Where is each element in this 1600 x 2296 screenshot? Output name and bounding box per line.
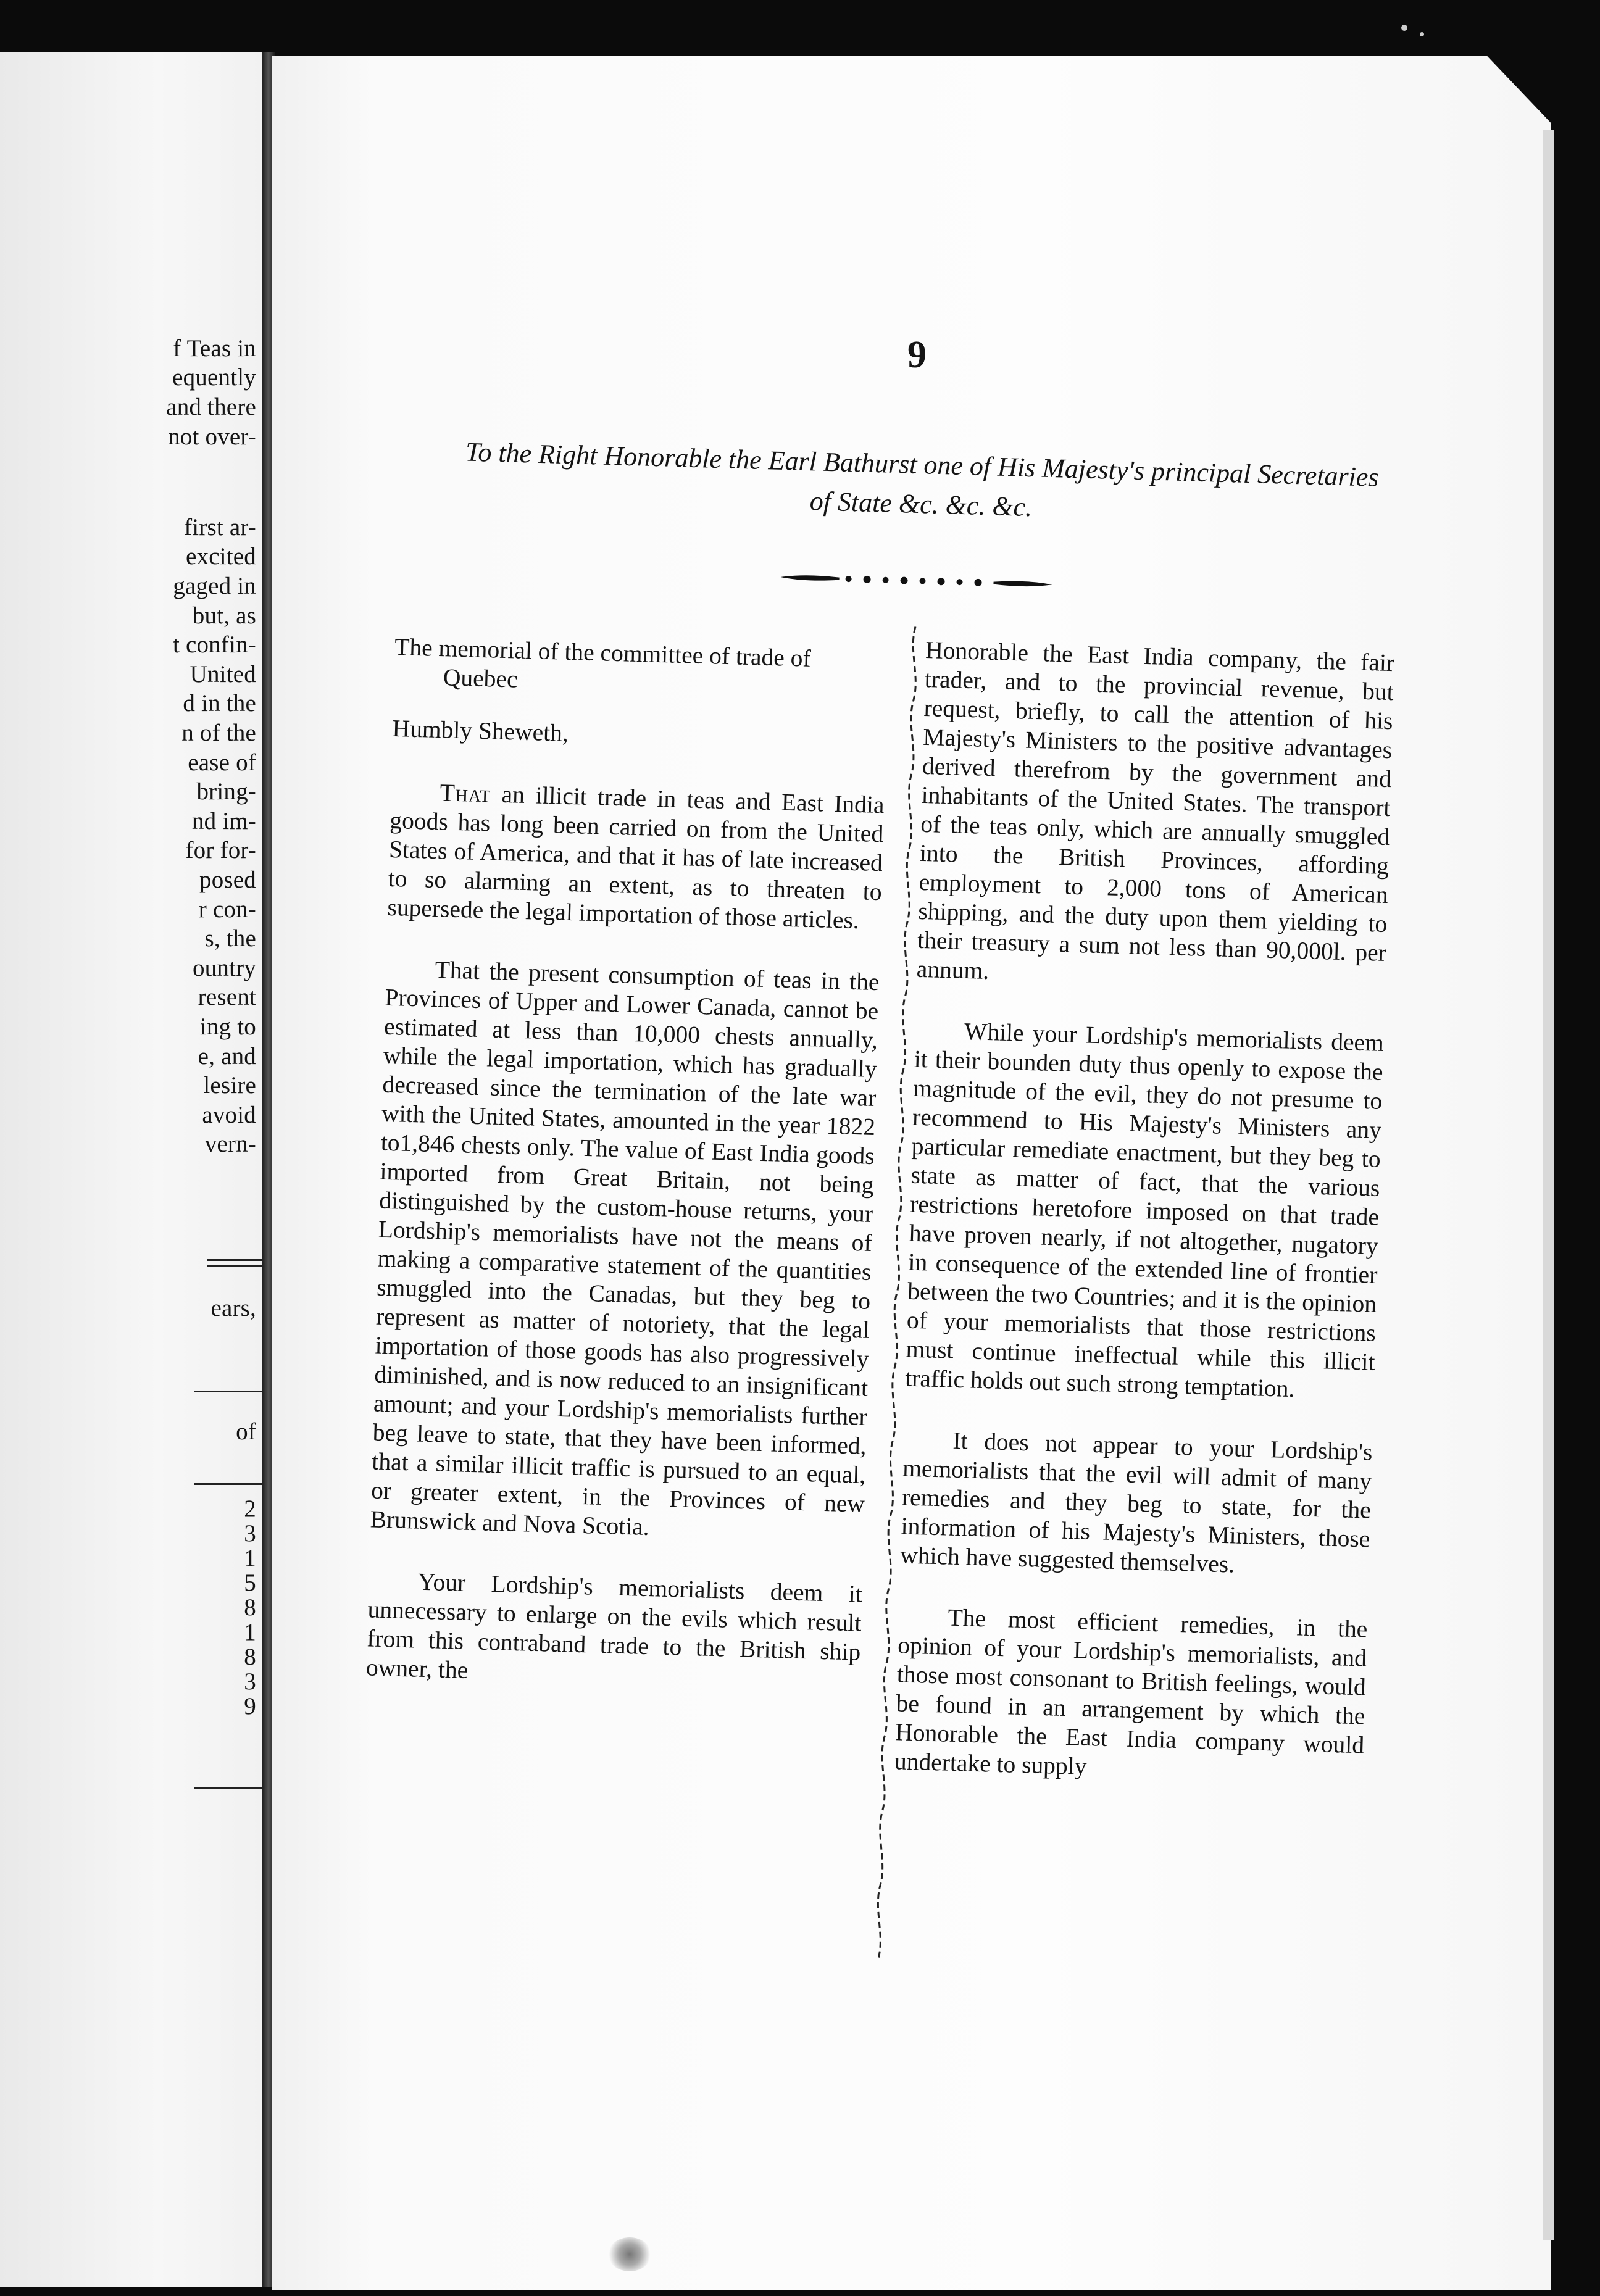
left-page-rule <box>207 1265 262 1267</box>
left-page-text-line: ing to <box>199 1013 256 1040</box>
left-page-rule <box>194 1787 262 1789</box>
left-page-text-line: ountry <box>192 955 256 981</box>
paragraph: While your Lordship's memorialists deem it their bounden duty thus openly to expose the magnitude of the evil, they do not presume to recommend to His Majesty's Ministers any particular remediate enactment, but they beg to state as matter of fact, that the various restrictions heretofore imposed on that trade have proven nearly, if not altogether, nugatory in consequence of the extended line of frontier between the two Countries; and it is the opinion of your memorialists that those restrictions must continue ineffectual while this illicit traffic holds out such strong temptation. <box>904 1017 1385 1403</box>
left-page-text-line: 8 <box>244 1644 256 1670</box>
left-page-text-line: nd im- <box>191 808 256 834</box>
page-edge <box>1543 130 1554 2240</box>
left-page-text-line: ears, <box>210 1295 256 1321</box>
left-page-text-line: bring- <box>196 778 256 805</box>
paragraph: Your Lordship's memorialists deem it unnecessary to enlarge on the evils which result from this contraband trade to the British ship owner, the <box>365 1568 863 1684</box>
paragraph: That the present consumption of teas in the Provinces of Upper and Lower Canada, cannot be estimated at less than 10,000 chests annually, while the legal importation, which has gradually decreased since the termination of the late war with the United States, amounted in the year 1822 to1,846 chests only. The value of East India goods imported from Great Britain, not being distinguished by the custom-house returns, your Lordship's memorialists have not the means of making a comparative statement of the quantities smuggled into the Canadas, but they beg to represent as matter of notoriety, that the legal importation of those goods has also progressively diminished, and is now reduced to an insignificant amount; and your Lordship's memorialists further beg leave to state, that they have been informed, that a similar illicit traffic is pursued to an equal, or greater extent, in the Provinces of new Brunswick and Nova Scotia. <box>370 956 880 1541</box>
left-page-text-line: d in the <box>183 690 256 717</box>
left-page-text-line: United <box>190 661 256 688</box>
left-page-text-line: 1 <box>244 1619 256 1645</box>
left-page-text-line: excited <box>185 543 256 570</box>
left-column <box>366 633 889 1696</box>
left-page-text-line: f Teas in <box>173 335 256 362</box>
left-page-text-line: 2 <box>244 1495 256 1522</box>
right-column <box>894 636 1394 1789</box>
left-page-rule <box>207 1259 262 1261</box>
left-page-text-line: of <box>236 1418 256 1445</box>
left-page-text-line: 3 <box>244 1520 256 1547</box>
salutation: Humbly Sheweth, <box>392 714 569 747</box>
paragraph: It does not appear to your Lordship's memorialists that the evil will admit of many remedies and they beg to state, for the information of his Majesty's Ministers, those which have suggested themselves. <box>899 1426 1373 1578</box>
left-page-text-line: 5 <box>244 1570 256 1596</box>
ink-smudge <box>608 2237 651 2271</box>
left-page-text-line: vern- <box>204 1131 256 1157</box>
film-mark <box>1420 32 1424 36</box>
left-page-text-line: e, and <box>198 1043 256 1070</box>
left-page-text-line: 9 <box>244 1693 256 1720</box>
film-mark <box>1401 25 1407 31</box>
left-page-text-line: 3 <box>244 1668 256 1695</box>
left-page-text-line: not over- <box>168 423 256 450</box>
left-page-text-line: posed <box>199 867 256 893</box>
left-page-text-line: ease of <box>188 749 256 776</box>
paragraph <box>387 777 885 936</box>
left-page-text-line: but, as <box>192 602 256 629</box>
paragraph-text: an illicit trade in teas and East India goods has long been carried on from the United States of America, and that it has of late increased to so alarming an extent, as to threaten to supersede the legal importation of those articles. <box>386 780 885 934</box>
left-page-text-line: and there <box>166 394 256 420</box>
left-page-text-line: resent <box>198 984 256 1010</box>
left-page-text-line: t confin- <box>172 631 256 658</box>
left-page-text-line: s, the <box>204 925 256 952</box>
left-page-rule <box>194 1391 262 1392</box>
left-page-text-line: for for- <box>185 837 256 863</box>
paragraph-lead: That <box>440 779 491 808</box>
previous-page-fragment <box>0 52 262 2287</box>
left-page-rule <box>194 1483 262 1485</box>
left-page-text-line: n of the <box>181 720 256 746</box>
paragraph-continuation: Honorable the East India company, the fair trader, and to the provincial revenue, but request, briefly, to call the attention of his Majesty's Ministers to the positive advantages derived therefrom by the government and inhabitants of the United States. The transport of the teas only, which are annually smuggled into the British Provinces, affording employment to 2,000 tons of American shipping, and the duty upon them yielding to their treasury a sum not less than 90,000l. per annum. <box>916 636 1395 985</box>
left-page-text-line: first ar- <box>184 514 256 541</box>
paragraph: The most efficient remedies, in the opinion of your Lordship's memorialists, and those most consonant to British feelings, would be found in an arrangement by which the Honorable the East India company would undertake to supply <box>894 1603 1368 1780</box>
left-page-text-line: r con- <box>198 896 256 923</box>
left-page-text-line: 1 <box>244 1545 256 1571</box>
memorial-heading: The memorial of the committee of trade of Quebec <box>394 633 812 693</box>
page-number: 9 <box>907 334 927 376</box>
left-page-text-line: avoid <box>202 1102 256 1128</box>
memorial-title: To the Right Honorable the Earl Bathurst one of His Majesty's principal Secretaries of State &c. &c. &c. <box>465 436 1380 523</box>
left-page-text-line: gaged in <box>173 573 256 599</box>
left-page-text-line: lesire <box>203 1072 256 1099</box>
left-page-text-line: equently <box>172 364 256 391</box>
left-page-text-line: 8 <box>244 1594 256 1621</box>
